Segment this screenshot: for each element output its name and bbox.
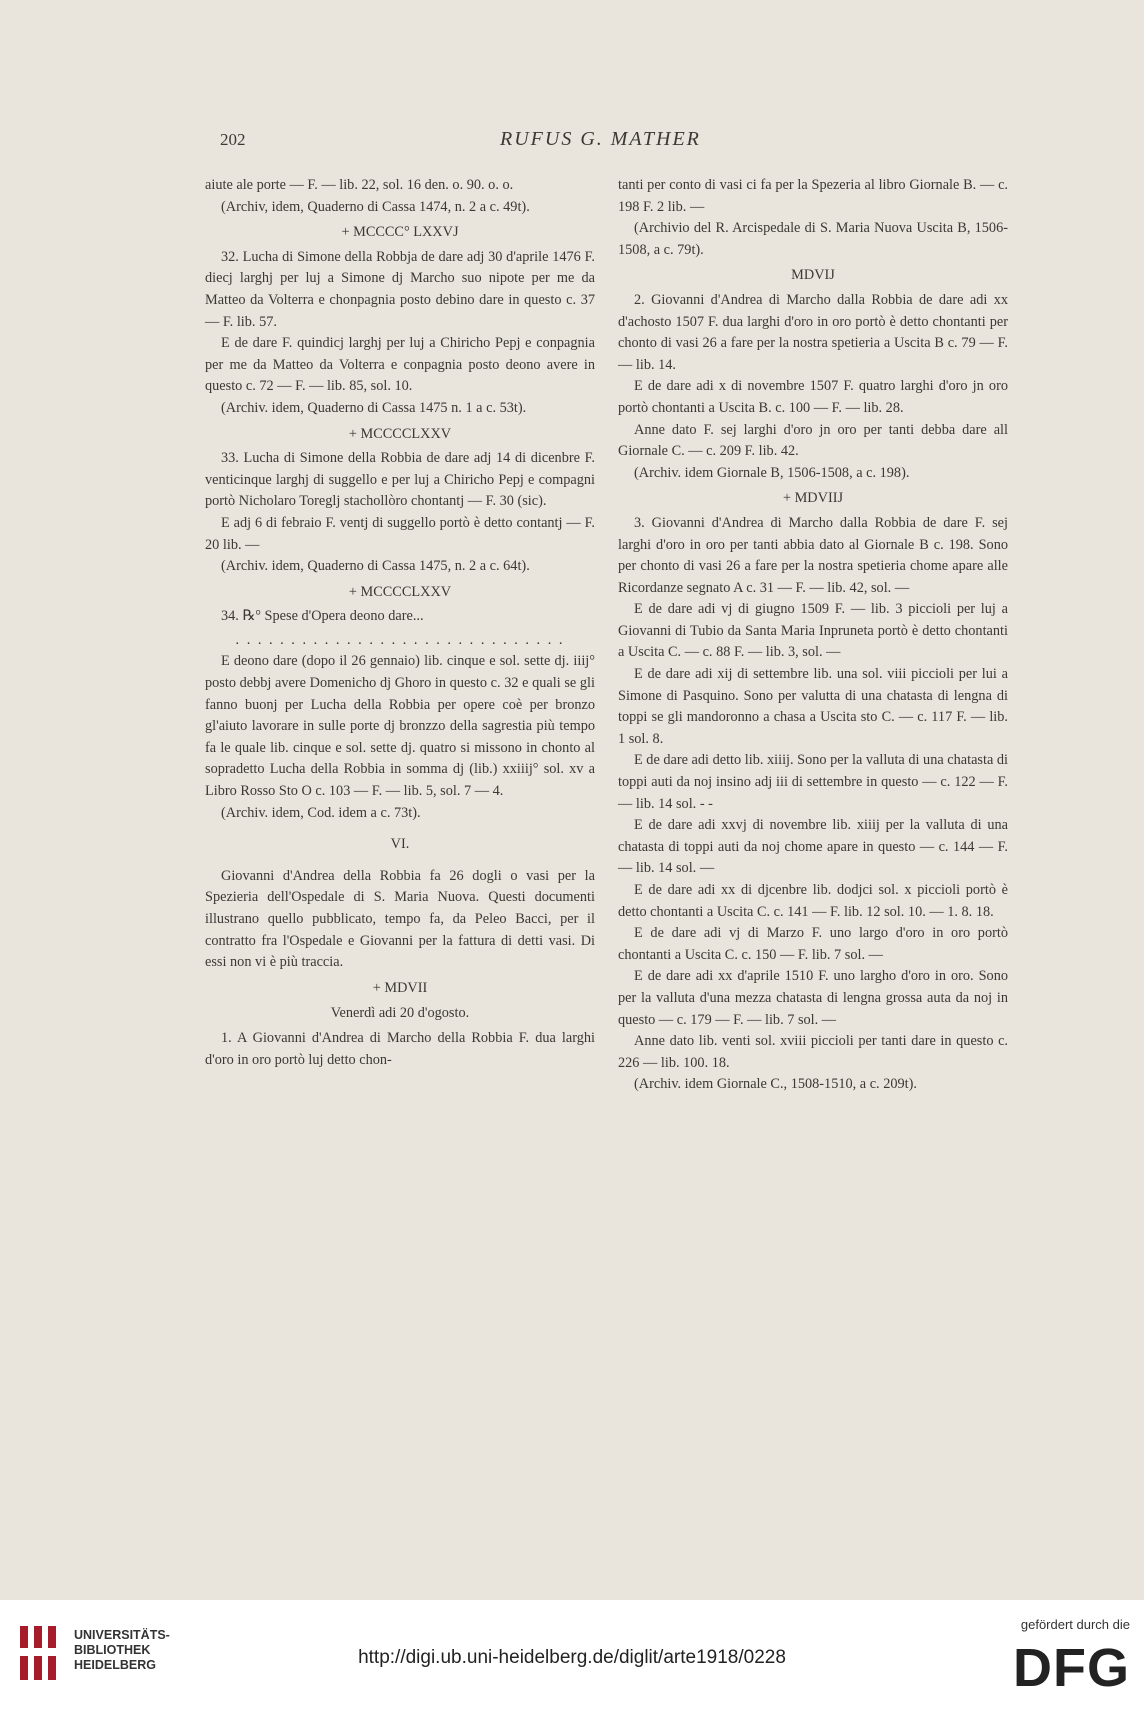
- paragraph: (Archiv. idem, Cod. idem a c. 73t).: [221, 804, 421, 821]
- paragraph: 33. Lucha di Simone della Robbia de dare adj 14 di dicenbre F. venticinque larghj di suggello e per luj a Chiricho Pepj e compagni portò Nicholaro Toreglj stachollòro chontantj — F. 30 (sic).: [205, 450, 595, 510]
- paragraph: E de dare adi vj di giugno 1509 F. — lib. 3 piccioli per luj a Giovanni di Tubio da Santa Maria Inpruneta portò è detto chontanti a Uscita C. — c. 88 F. — lib. 3, sol. —: [618, 601, 1008, 661]
- paragraph: E de dare adi x di novembre 1507 F. quatro larghi d'oro jn oro portò chontanti a Uscita B. c. 100 — F. — lib. 28.: [618, 378, 1008, 416]
- paragraph: (Archivio del R. Arcispedale di S. Maria Nuova Uscita B, 1506-1508, a c. 79t).: [618, 220, 1008, 258]
- paragraph: Anne dato lib. venti sol. xviii piccioli per tanti dare in questo c. 226 — lib. 100. 18.: [618, 1033, 1008, 1071]
- paragraph: (Archiv. idem, Quaderno di Cassa 1475 n. 1 a c. 53t).: [221, 399, 527, 416]
- running-title: RUFUS G. MATHER: [500, 128, 701, 150]
- right-text-column: [618, 175, 1008, 1096]
- paragraph: 32. Lucha di Simone della Robbja de dare adj 30 d'aprile 1476 F. diecj larghj per luj a Simone dj Marcho suo nipote per me da Matteo da Volterra e chonpagnia posto debino dare in questo c. 37 — F. lib. 57.: [205, 248, 595, 330]
- paragraph: 34. ℞° Spese d'Opera deono dare...: [221, 608, 424, 625]
- paragraph: E deono dare (dopo il 26 gennaio) lib. cinque e sol. sette dj. iiij° posto debbj avere Domenicho dj Ghoro in questo c. 32 e quali se gli fanno buonj per Lucha della Robbia per opere coè per bronzo gl'aiuto lavorare in sulle porte dj bronzzo della sagrestia più tempo fa le quale lib. cinque e sol. sette dj. quatro si missono in chonto al sopradetto Lucha della Robbia in somma dj (lib.) xxiiij° sol. xv a Libro Rosso Sto O c. 103 — F. — lib. 5, sol. 7 — 4.: [205, 653, 595, 800]
- paragraph: E de dare adi vj di Marzo F. uno largo d'oro in oro portò chontanti a Uscita C. c. 150 — F. lib. 7 sol. —: [618, 925, 1008, 963]
- library-name: UNIVERSITÄTS- BIBLIOTHEK HEIDELBERG: [74, 1628, 170, 1672]
- ellipsis-line: . . . . . . . . . . . . . . . . . . . . . . . . . . . . . .: [235, 631, 565, 648]
- paragraph: (Archiv. idem Giornale C., 1508-1510, a c. 209t).: [634, 1076, 917, 1093]
- paragraph: 2. Giovanni d'Andrea di Marcho dalla Robbia de dare adi xx d'achosto 1507 F. dua larghi d'oro in oro portò è detto chontanti per chonto di vasi 26 a fare per la nostra spetieria a Uscita B c. 79 — F. — lib. 14.: [618, 291, 1008, 373]
- paragraph: (Archiv, idem, Quaderno di Cassa 1474, n. 2 a c. 49t).: [221, 198, 530, 215]
- paragraph: tanti per conto di vasi ci fa per la Spezeria al libro Giornale B. — c. 198 F. 2 lib. —: [618, 177, 1008, 215]
- paragraph: (Archiv. idem, Quaderno di Cassa 1475, n. 2 a c. 64t).: [221, 558, 530, 575]
- dfg-logo[interactable]: DFG: [1013, 1638, 1130, 1698]
- paragraph: Anne dato F. sej larghi d'oro jn oro per tanti debba dare all Giornale C. — c. 209 F. lib. 42.: [618, 421, 1008, 460]
- paragraph: Giovanni d'Andrea della Robbia fa 26 dogli o vasi per la Spezieria dell'Ospedale di S. Maria Nuova. Questi documenti illustrano quello pubblicato, tempo fa, da Peleo Bacci, per il contratto fra l'Ospedale e Giovanni per la fattura di detti vasi. Di essi non vi è più traccia.: [205, 867, 595, 971]
- paragraph: aiute ale porte — F. — lib. 22, sol. 16 den. o. 90. o. o.: [205, 177, 514, 193]
- section-heading: MDVIJ: [791, 267, 835, 284]
- section-heading: + MDVII: [372, 979, 428, 996]
- section-heading: + MCCCCLXXV: [348, 583, 452, 600]
- page-number: 202: [220, 130, 246, 149]
- page-header: [0, 130, 1144, 160]
- permalink-url[interactable]: http://digi.ub.uni-heidelberg.de/diglit/arte1918/0228: [358, 1647, 786, 1668]
- paragraph: 1. A Giovanni d'Andrea di Marcho della Robbia F. dua larghi d'oro in oro portò luj detto chon-: [205, 1029, 595, 1068]
- paragraph: E de dare adi xxvj di novembre lib. xiiij per la valluta di una chatasta di toppi auti da noj chome apare in questo — c. 144 — F. — lib. 14 sol. —: [618, 817, 1008, 877]
- paragraph: E adj 6 di febraio F. ventj di suggello portò è detto contantj — F. 20 lib. —: [205, 514, 595, 553]
- section-heading: + MCCCC° LXXVJ: [341, 224, 459, 241]
- section-heading: Venerdì adi 20 d'ogosto.: [330, 1005, 470, 1022]
- section-heading: + MCCCCLXXV: [348, 425, 452, 442]
- paragraph: E de dare adi xx d'aprile 1510 F. uno largho d'oro in oro. Sono per la valluta d'una mezza chatasta di lengna grossa auta da noj in questo — c. 179 — F. — lib. 7 sol. —: [618, 968, 1008, 1028]
- dfg-caption: gefördert durch die: [1020, 1617, 1130, 1632]
- left-text-column: [205, 175, 595, 1071]
- paragraph: E de dare adi detto lib. xiiij. Sono per la valluta di una chatasta di toppi auti da noj insino adj iii di settembre in questo — c. 122 — F. — lib. 14 sol. - -: [618, 752, 1008, 812]
- paragraph: E de dare F. quindicj larghj per luj a Chiricho Pepj e conpagnia per me da Matteo da Volterra e conpagnia posto deono avere in questo c. 72 — F. — lib. 85, sol. 10.: [205, 335, 595, 395]
- viewer-footer: [0, 1600, 1144, 1713]
- chapter-heading: VI.: [390, 836, 410, 853]
- paragraph: 3. Giovanni d'Andrea di Marcho dalla Robbia de dare F. sej larghi d'oro in oro per tanti abbia dato al Giornale B c. 198. Sono per chonto di vasi 26 a fare per la nostra spetieria chome apare alle Ricordanze segnato A c. 31 — F. — lib. 42, sol. —: [618, 514, 1008, 596]
- paragraph: E de dare adi xx di djcenbre lib. dodjci sol. x piccioli portò è detto chontanti a Uscita C. c. 141 — F. lib. 12 sol. 10. — 1. 8. 18.: [618, 882, 1008, 920]
- section-heading: + MDVIIJ: [782, 490, 844, 507]
- paragraph: E de dare adi xij di settembre lib. una sol. viii piccioli per lui a Simone di Pasquino. Sono per valutta di una chatasta di lengna di toppi se gli mandoronno a chasa a Uscita sto C. — c. 117 F. — lib. 1 sol. 8.: [618, 666, 1008, 747]
- paragraph: (Archiv. idem Giornale B, 1506-1508, a c. 198).: [634, 464, 910, 481]
